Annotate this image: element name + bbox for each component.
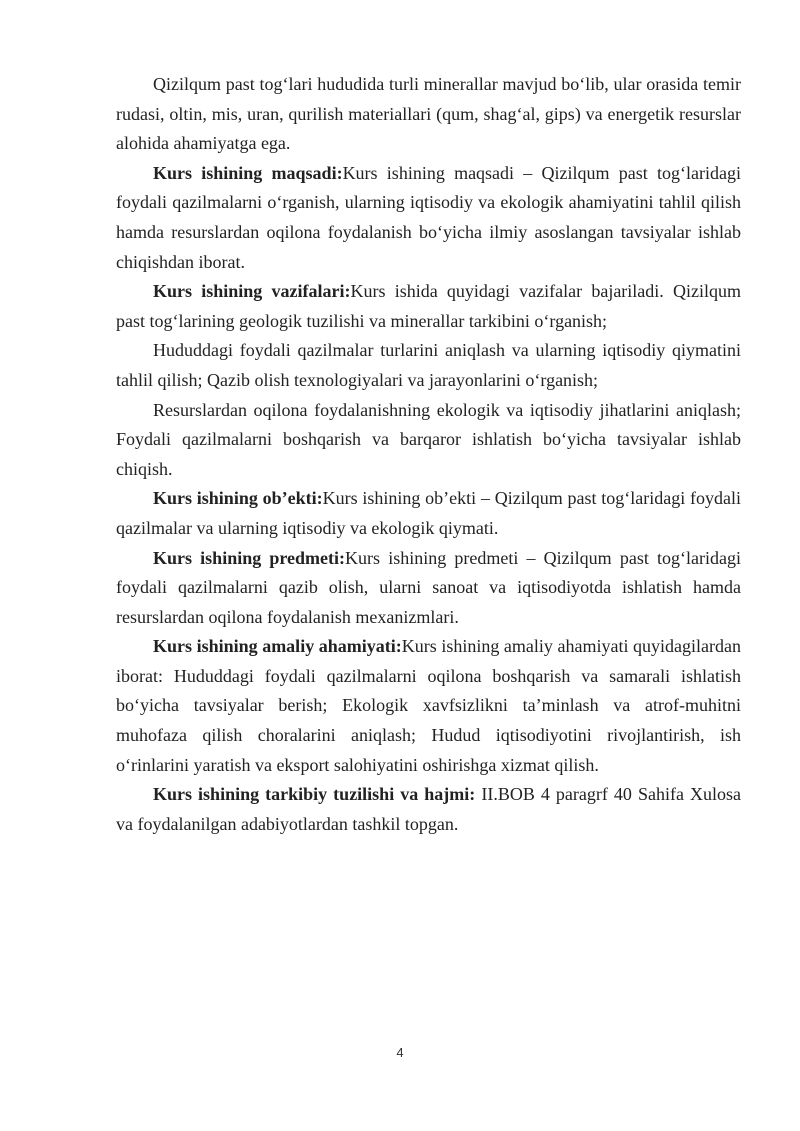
paragraph-heading: Kurs ishining predmeti: — [153, 547, 346, 568]
paragraph-text: Qizilqum past tog‘lari hududida turli minerallar mavjud bo‘lib, ular orasida temir rudasi, oltin, mis, uran, qurilish materiallari (qum, shag‘al, gips) va energetik resurslar alohida ahamiyatga ega. — [116, 74, 741, 154]
paragraph-intro — [116, 70, 741, 159]
paragraph-maqsadi — [116, 159, 741, 277]
page-number: 4 — [396, 1045, 404, 1060]
paragraph-text: II.BOB 4 paragrf 40 Sahifa Xulosa va foydalanilgan adabiyotlardan tashkil topgan. — [116, 784, 741, 834]
page-body — [116, 70, 741, 839]
paragraph-text: Kurs ishida quyidagi vazifalar bajariladi. Qizilqum past tog‘larining geologik tuzilishi va minerallar tarkibini o‘rganish; — [116, 281, 742, 331]
paragraph-heading: Kurs ishining tarkibiy tuzilishi va hajmi: — [153, 784, 476, 805]
paragraph-task-3 — [116, 396, 741, 485]
paragraph-text: Kurs ishining ob’ekti – Qizilqum past tog‘laridagi foydali qazilmalar va ularning iqtisodiy va ekologik qiymati. — [116, 488, 742, 538]
paragraph-text: Resurslardan oqilona foydalanishning ekologik va iqtisodiy jihatlarini aniqlash; Foydali qazilmalarni boshqarish va barqaror ishlatish bo‘yicha tavsiyalar ishlab chiqish. — [116, 399, 741, 479]
paragraph-vazifalari — [116, 277, 741, 336]
paragraph-text: Kurs ishining maqsadi – Qizilqum past tog‘laridagi foydali qazilmalarni o‘rganish, ularning iqtisodiy va ekologik ahamiyatini tahlil qilish hamda resurslardan oqilona foydalanish bo‘yicha ilmiy asoslangan tavsiyalar ishlab chiqishdan iborat. — [116, 162, 741, 272]
paragraph-heading: Kurs ishining maqsadi: — [153, 162, 343, 183]
paragraph-obekti — [116, 484, 741, 543]
paragraph-text: Kurs ishining amaliy ahamiyati quyidagilardan iborat: Hududdagi foydali qazilmalarni oqilona boshqarish va samarali ishlatish bo‘yicha tavsiyalar berish; Ekologik xavfsizlikni ta’minlash va atrof-muhitni muhofaza qilish choralarini aniqlash; Hudud iqtisodiyotini rivojlantirish, ish o‘rinlarini yaratish va eksport salohiyatini oshirishga xizmat qilish. — [116, 636, 741, 775]
paragraph-amaliy-ahamiyati — [116, 632, 741, 780]
paragraph-heading: Kurs ishining vazifalari: — [153, 281, 351, 302]
paragraph-text: Kurs ishining predmeti – Qizilqum past tog‘laridagi foydali qazilmalarni qazib olish, ularni sanoat va iqtisodiyotda ishlatish hamda resurslardan oqilona foydalanish mexanizmlari. — [116, 547, 741, 627]
paragraph-predmeti — [116, 544, 741, 633]
paragraph-text: Hududdagi foydali qazilmalar turlarini aniqlash va ularning iqtisodiy qiymatini tahlil qilish; Qazib olish texnologiyalari va jarayonlarini o‘rganish; — [116, 340, 741, 390]
paragraph-heading: Kurs ishining ob’ekti: — [153, 488, 323, 509]
paragraph-task-2 — [116, 336, 741, 395]
paragraph-tarkibiy-tuzilishi — [116, 780, 741, 839]
paragraph-heading: Kurs ishining amaliy ahamiyati: — [153, 636, 402, 657]
